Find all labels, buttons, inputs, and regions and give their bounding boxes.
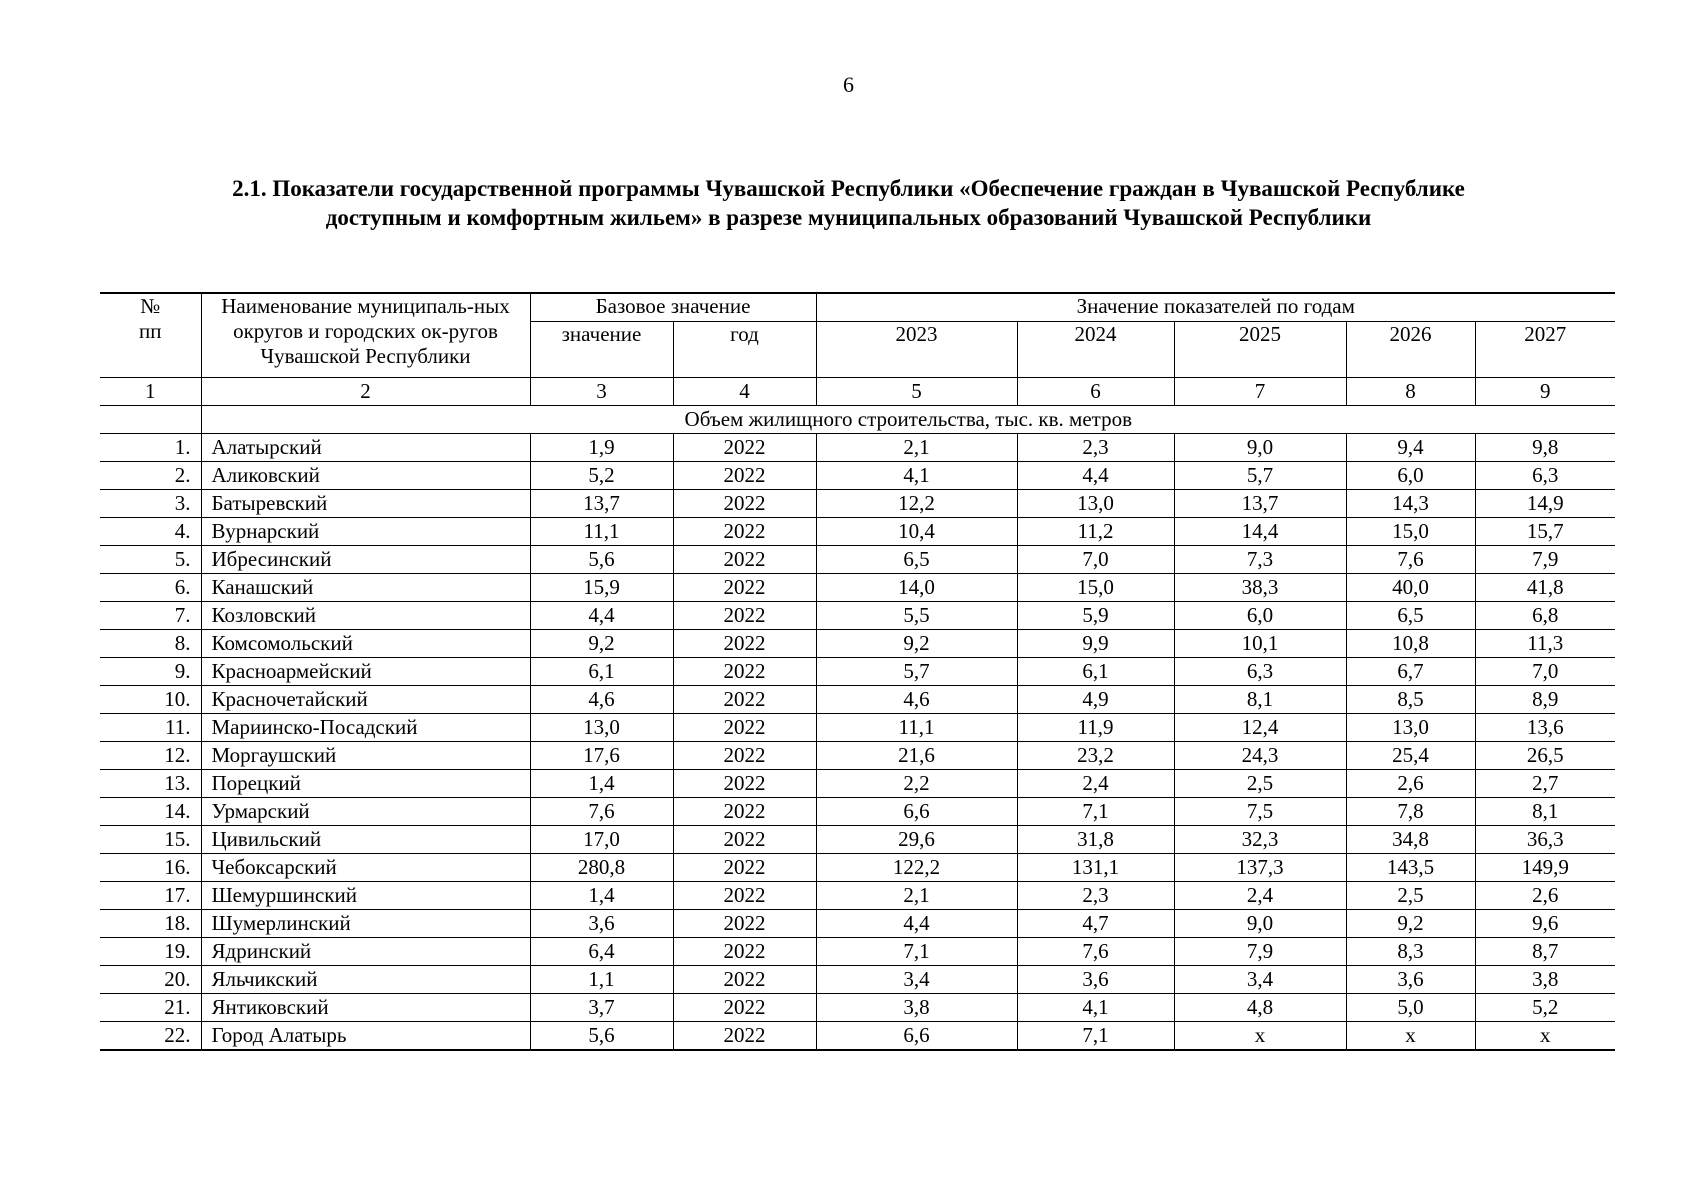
value-2023: 6,5 — [816, 546, 1017, 574]
value-2024: 5,9 — [1017, 602, 1174, 630]
row-number: 18. — [100, 910, 201, 938]
municipality-name: Вурнарский — [201, 518, 530, 546]
value-2027: 6,8 — [1475, 602, 1615, 630]
value-2025: 38,3 — [1174, 574, 1346, 602]
value-2023: 5,7 — [816, 658, 1017, 686]
row-number: 2. — [100, 462, 201, 490]
row-number: 3. — [100, 490, 201, 518]
value-2026: 14,3 — [1346, 490, 1475, 518]
value-2024: 3,6 — [1017, 966, 1174, 994]
value-2024: 7,1 — [1017, 798, 1174, 826]
base-value: 5,6 — [530, 1022, 673, 1051]
row-number: 1. — [100, 434, 201, 462]
value-2027: х — [1475, 1022, 1615, 1051]
value-2023: 12,2 — [816, 490, 1017, 518]
table-row — [100, 686, 1615, 714]
value-2026: 34,8 — [1346, 826, 1475, 854]
row-number: 5. — [100, 546, 201, 574]
municipality-name: Шумерлинский — [201, 910, 530, 938]
value-2025: 4,8 — [1174, 994, 1346, 1022]
base-value: 3,6 — [530, 910, 673, 938]
base-value: 7,6 — [530, 798, 673, 826]
base-year: 2022 — [673, 490, 816, 518]
value-2027: 26,5 — [1475, 742, 1615, 770]
value-2025: 6,3 — [1174, 658, 1346, 686]
base-value: 1,4 — [530, 882, 673, 910]
value-2024: 7,1 — [1017, 1022, 1174, 1051]
value-2025: 9,0 — [1174, 910, 1346, 938]
value-2025: 14,4 — [1174, 518, 1346, 546]
value-2027: 11,3 — [1475, 630, 1615, 658]
value-2027: 8,9 — [1475, 686, 1615, 714]
header-year-2027: 2027 — [1475, 322, 1615, 378]
header-year-2025: 2025 — [1174, 322, 1346, 378]
municipality-name: Козловский — [201, 602, 530, 630]
section-number-cell — [100, 406, 201, 434]
value-2023: 9,2 — [816, 630, 1017, 658]
value-2026: 9,4 — [1346, 434, 1475, 462]
value-2027: 41,8 — [1475, 574, 1615, 602]
value-2025: 7,9 — [1174, 938, 1346, 966]
value-2023: 6,6 — [816, 798, 1017, 826]
header-number-line-2: пп — [139, 319, 162, 343]
value-2027: 9,8 — [1475, 434, 1615, 462]
page-number: 6 — [843, 72, 854, 97]
value-2024: 2,3 — [1017, 882, 1174, 910]
row-number: 4. — [100, 518, 201, 546]
table-row — [100, 546, 1615, 574]
value-2025: 7,5 — [1174, 798, 1346, 826]
municipality-name: Алатырский — [201, 434, 530, 462]
table-body — [100, 293, 1615, 1050]
title-line-2: доступным и комфортным жильем» в разрезе муниципальных образований Чувашской Республики — [325, 205, 1372, 230]
value-2026: 6,5 — [1346, 602, 1475, 630]
value-2023: 4,4 — [816, 910, 1017, 938]
value-2026: 143,5 — [1346, 854, 1475, 882]
base-value: 280,8 — [530, 854, 673, 882]
base-value: 4,4 — [530, 602, 673, 630]
value-2023: 4,1 — [816, 462, 1017, 490]
value-2024: 23,2 — [1017, 742, 1174, 770]
column-number: 8 — [1346, 378, 1475, 406]
value-2023: 6,6 — [816, 1022, 1017, 1051]
value-2026: 15,0 — [1346, 518, 1475, 546]
table-row — [100, 518, 1615, 546]
table-row — [100, 1022, 1615, 1051]
municipality-name: Ядринский — [201, 938, 530, 966]
table-row — [100, 574, 1615, 602]
value-2026: 3,6 — [1346, 966, 1475, 994]
base-value: 1,1 — [530, 966, 673, 994]
value-2024: 4,9 — [1017, 686, 1174, 714]
row-number: 7. — [100, 602, 201, 630]
column-number: 4 — [673, 378, 816, 406]
value-2024: 9,9 — [1017, 630, 1174, 658]
base-value: 1,4 — [530, 770, 673, 798]
municipality-name: Мариинско-Посадский — [201, 714, 530, 742]
table-row — [100, 490, 1615, 518]
value-2026: 7,8 — [1346, 798, 1475, 826]
value-2025: 24,3 — [1174, 742, 1346, 770]
table-row — [100, 742, 1615, 770]
value-2025: 10,1 — [1174, 630, 1346, 658]
value-2025: 6,0 — [1174, 602, 1346, 630]
row-number: 16. — [100, 854, 201, 882]
row-number: 11. — [100, 714, 201, 742]
value-2026: 6,0 — [1346, 462, 1475, 490]
base-value: 4,6 — [530, 686, 673, 714]
column-number: 5 — [816, 378, 1017, 406]
value-2024: 7,0 — [1017, 546, 1174, 574]
municipality-name: Цивильский — [201, 826, 530, 854]
value-2027: 2,7 — [1475, 770, 1615, 798]
value-2027: 7,0 — [1475, 658, 1615, 686]
row-number: 22. — [100, 1022, 201, 1051]
value-2027: 36,3 — [1475, 826, 1615, 854]
row-number: 17. — [100, 882, 201, 910]
column-number: 9 — [1475, 378, 1615, 406]
section-row — [100, 406, 1615, 434]
municipality-name: Чебоксарский — [201, 854, 530, 882]
municipality-name: Город Алатырь — [201, 1022, 530, 1051]
value-2024: 6,1 — [1017, 658, 1174, 686]
table-row — [100, 658, 1615, 686]
value-2026: 40,0 — [1346, 574, 1475, 602]
value-2024: 15,0 — [1017, 574, 1174, 602]
base-year: 2022 — [673, 518, 816, 546]
value-2027: 8,1 — [1475, 798, 1615, 826]
value-2025: 8,1 — [1174, 686, 1346, 714]
base-year: 2022 — [673, 574, 816, 602]
column-number: 7 — [1174, 378, 1346, 406]
header-year-2023: 2023 — [816, 322, 1017, 378]
value-2027: 13,6 — [1475, 714, 1615, 742]
municipality-name: Батыревский — [201, 490, 530, 518]
value-2023: 14,0 — [816, 574, 1017, 602]
base-value: 6,4 — [530, 938, 673, 966]
value-2026: 2,6 — [1346, 770, 1475, 798]
header-base-value-year: год — [673, 322, 816, 378]
table-row — [100, 798, 1615, 826]
value-2025: 3,4 — [1174, 966, 1346, 994]
table-row — [100, 910, 1615, 938]
value-2026: х — [1346, 1022, 1475, 1051]
base-value: 13,7 — [530, 490, 673, 518]
table-row — [100, 434, 1615, 462]
value-2023: 2,2 — [816, 770, 1017, 798]
row-number: 12. — [100, 742, 201, 770]
indicators-table — [100, 292, 1615, 1051]
value-2025: 5,7 — [1174, 462, 1346, 490]
base-value: 3,7 — [530, 994, 673, 1022]
row-number: 15. — [100, 826, 201, 854]
value-2025: 13,7 — [1174, 490, 1346, 518]
value-2026: 25,4 — [1346, 742, 1475, 770]
value-2023: 3,8 — [816, 994, 1017, 1022]
base-value: 13,0 — [530, 714, 673, 742]
value-2027: 14,9 — [1475, 490, 1615, 518]
header-years-group: Значение показателей по годам — [816, 293, 1615, 322]
value-2023: 122,2 — [816, 854, 1017, 882]
base-year: 2022 — [673, 910, 816, 938]
base-year: 2022 — [673, 462, 816, 490]
base-year: 2022 — [673, 630, 816, 658]
value-2024: 2,4 — [1017, 770, 1174, 798]
base-value: 17,6 — [530, 742, 673, 770]
value-2027: 2,6 — [1475, 882, 1615, 910]
value-2025: 137,3 — [1174, 854, 1346, 882]
column-number: 3 — [530, 378, 673, 406]
table-row — [100, 938, 1615, 966]
value-2023: 3,4 — [816, 966, 1017, 994]
municipality-name: Комсомольский — [201, 630, 530, 658]
value-2027: 5,2 — [1475, 994, 1615, 1022]
base-value: 15,9 — [530, 574, 673, 602]
table-row — [100, 966, 1615, 994]
value-2026: 5,0 — [1346, 994, 1475, 1022]
base-year: 2022 — [673, 994, 816, 1022]
municipality-name: Красноармейский — [201, 658, 530, 686]
value-2024: 31,8 — [1017, 826, 1174, 854]
column-numbers-row — [100, 378, 1615, 406]
row-number: 21. — [100, 994, 201, 1022]
value-2026: 8,5 — [1346, 686, 1475, 714]
row-number: 14. — [100, 798, 201, 826]
base-year: 2022 — [673, 770, 816, 798]
document-title — [100, 174, 1597, 232]
value-2023: 2,1 — [816, 882, 1017, 910]
municipality-name: Порецкий — [201, 770, 530, 798]
header-base-value-value: значение — [530, 322, 673, 378]
header-municipality-name: Наименование муниципаль-ных округов и городских ок-ругов Чувашской Республики — [201, 293, 530, 378]
header-row-1 — [100, 293, 1615, 322]
value-2024: 4,7 — [1017, 910, 1174, 938]
value-2025: 2,5 — [1174, 770, 1346, 798]
value-2025: 2,4 — [1174, 882, 1346, 910]
base-value: 5,2 — [530, 462, 673, 490]
column-number: 6 — [1017, 378, 1174, 406]
base-year: 2022 — [673, 686, 816, 714]
value-2023: 2,1 — [816, 434, 1017, 462]
value-2024: 2,3 — [1017, 434, 1174, 462]
value-2027: 149,9 — [1475, 854, 1615, 882]
value-2026: 9,2 — [1346, 910, 1475, 938]
table-row — [100, 714, 1615, 742]
base-year: 2022 — [673, 826, 816, 854]
base-year: 2022 — [673, 854, 816, 882]
value-2027: 9,6 — [1475, 910, 1615, 938]
base-value: 1,9 — [530, 434, 673, 462]
municipality-name: Ибресинский — [201, 546, 530, 574]
section-title: Объем жилищного строительства, тыс. кв. метров — [201, 406, 1615, 434]
base-year: 2022 — [673, 938, 816, 966]
value-2025: 12,4 — [1174, 714, 1346, 742]
municipality-name: Моргаушский — [201, 742, 530, 770]
base-year: 2022 — [673, 546, 816, 574]
value-2025: х — [1174, 1022, 1346, 1051]
value-2026: 13,0 — [1346, 714, 1475, 742]
header-number-line-1: № — [140, 294, 161, 318]
value-2023: 11,1 — [816, 714, 1017, 742]
base-year: 2022 — [673, 658, 816, 686]
value-2023: 21,6 — [816, 742, 1017, 770]
table-row — [100, 994, 1615, 1022]
municipality-name: Красночетайский — [201, 686, 530, 714]
base-value: 17,0 — [530, 826, 673, 854]
header-number — [100, 293, 201, 378]
row-number: 6. — [100, 574, 201, 602]
value-2025: 7,3 — [1174, 546, 1346, 574]
value-2027: 15,7 — [1475, 518, 1615, 546]
base-year: 2022 — [673, 742, 816, 770]
value-2026: 10,8 — [1346, 630, 1475, 658]
row-number: 10. — [100, 686, 201, 714]
base-year: 2022 — [673, 966, 816, 994]
value-2023: 4,6 — [816, 686, 1017, 714]
row-number: 13. — [100, 770, 201, 798]
municipality-name: Яльчикский — [201, 966, 530, 994]
municipality-name: Шемуршинский — [201, 882, 530, 910]
base-year: 2022 — [673, 882, 816, 910]
value-2024: 4,4 — [1017, 462, 1174, 490]
value-2026: 6,7 — [1346, 658, 1475, 686]
column-number: 2 — [201, 378, 530, 406]
base-value: 5,6 — [530, 546, 673, 574]
value-2023: 5,5 — [816, 602, 1017, 630]
value-2024: 4,1 — [1017, 994, 1174, 1022]
column-number: 1 — [100, 378, 201, 406]
municipality-name: Аликовский — [201, 462, 530, 490]
municipality-name: Канашский — [201, 574, 530, 602]
value-2027: 3,8 — [1475, 966, 1615, 994]
table-row — [100, 770, 1615, 798]
value-2024: 11,9 — [1017, 714, 1174, 742]
base-value: 11,1 — [530, 518, 673, 546]
value-2023: 29,6 — [816, 826, 1017, 854]
base-year: 2022 — [673, 714, 816, 742]
row-number: 20. — [100, 966, 201, 994]
table-row — [100, 882, 1615, 910]
value-2027: 6,3 — [1475, 462, 1615, 490]
base-year: 2022 — [673, 602, 816, 630]
base-year: 2022 — [673, 434, 816, 462]
row-number: 9. — [100, 658, 201, 686]
value-2026: 2,5 — [1346, 882, 1475, 910]
base-value: 6,1 — [530, 658, 673, 686]
municipality-name: Янтиковский — [201, 994, 530, 1022]
value-2024: 13,0 — [1017, 490, 1174, 518]
municipality-name: Урмарский — [201, 798, 530, 826]
value-2026: 8,3 — [1346, 938, 1475, 966]
value-2025: 32,3 — [1174, 826, 1346, 854]
table-row — [100, 854, 1615, 882]
table-row — [100, 602, 1615, 630]
value-2024: 131,1 — [1017, 854, 1174, 882]
value-2024: 11,2 — [1017, 518, 1174, 546]
value-2026: 7,6 — [1346, 546, 1475, 574]
value-2024: 7,6 — [1017, 938, 1174, 966]
base-year: 2022 — [673, 798, 816, 826]
value-2025: 9,0 — [1174, 434, 1346, 462]
row-number: 8. — [100, 630, 201, 658]
row-number: 19. — [100, 938, 201, 966]
title-line-1: 2.1. Показатели государственной программы Чувашской Республики «Обеспечение граждан в Чувашской Республике — [232, 176, 1465, 201]
value-2027: 8,7 — [1475, 938, 1615, 966]
table-row — [100, 630, 1615, 658]
header-year-2026: 2026 — [1346, 322, 1475, 378]
value-2023: 10,4 — [816, 518, 1017, 546]
value-2023: 7,1 — [816, 938, 1017, 966]
table-row — [100, 462, 1615, 490]
base-year: 2022 — [673, 1022, 816, 1051]
base-value: 9,2 — [530, 630, 673, 658]
table-row — [100, 826, 1615, 854]
value-2027: 7,9 — [1475, 546, 1615, 574]
header-year-2024: 2024 — [1017, 322, 1174, 378]
header-base-value: Базовое значение — [530, 293, 816, 322]
